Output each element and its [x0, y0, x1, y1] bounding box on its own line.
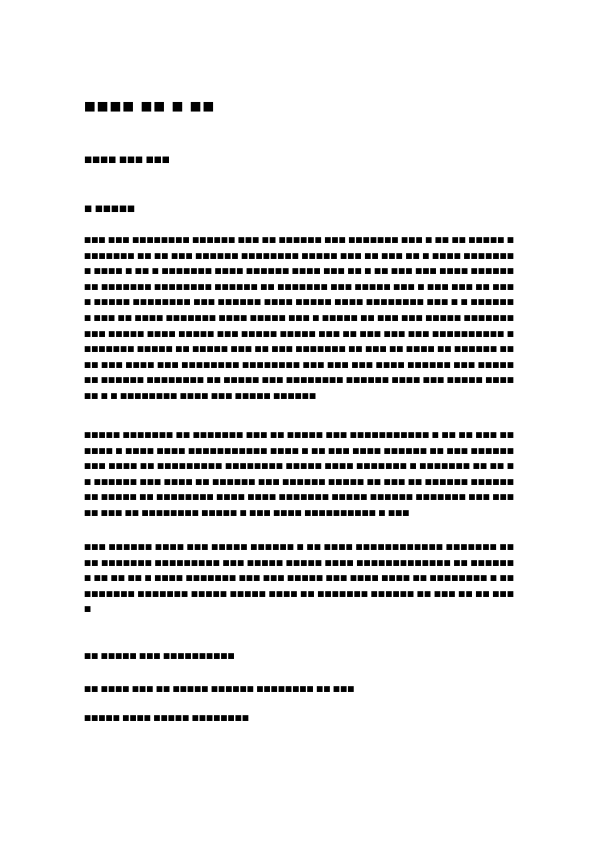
- section-heading: ■ ■■■■■: [84, 204, 135, 214]
- reference-line: ■■ ■■■■■ ■■■ ■■■■■■■■■■: [84, 651, 235, 660]
- body-paragraph: ■■■■■ ■■■■■■■ ■■ ■■■■■■■ ■■■ ■■ ■■■■■ ■■■ ■■■■■■■■■■■ ■ ■■ ■■ ■■■ ■■■■■■ ■ ■■■■ ■■■■ ■■■■■■■■■■■ ■■■■ ■ ■■ ■■■ ■■■■ ■■■■■■ ■■ ■■■ ■■■■■■ ■■■ ■■■■ ■■ ■■■■■■■■■ ■■■■■■■■ ■■■■■ ■■■■ ■■■■■■■ ■ ■■■■■■■ ■■ ■■ ■■ ■■■■■■ ■■■ ■■■■ ■■ ■■■■■■ ■■■ ■■■■■■ ■■■■■ ■■ ■■■ ■■ ■■■■■■ ■■■■■■ ■■ ■■■■■ ■■ ■■■■■■■■ ■■■■ ■■■■ ■■■■■■■ ■■■■■ ■■■■■■ ■■■■■■■ ■■■ ■■■■■ ■■■ ■■ ■■■■■■■■ ■■■■■ ■ ■■■ ■■■■ ■■■■■■■■■■ ■ ■■■: [84, 430, 514, 517]
- reference-line: ■■■■■ ■■■■ ■■■■■ ■■■■■■■■: [84, 713, 250, 722]
- reference-line: ■■ ■■■■ ■■■ ■■ ■■■■■ ■■■■■■ ■■■■■■■■ ■■ ■■■: [84, 684, 355, 693]
- document-title: ■■■■ ■■ ■ ■■: [84, 98, 216, 113]
- body-paragraph: ■■■ ■■■■■■ ■■■■ ■■■ ■■■■■ ■■■■■■ ■ ■■ ■■■■ ■■■■■■■■■■■■ ■■■■■■■ ■■ ■■ ■■■■■■■ ■■■■■■■■■ ■■■ ■■■■■ ■■■■■ ■■■■ ■■■■■■■■■■■■■ ■■ ■■■■■■■ ■■ ■■ ■■ ■ ■■■■ ■■■■■■■ ■■■ ■■■ ■■■■■ ■■■ ■■■■ ■■■■ ■■ ■■■■■■■■ ■ ■■■■■■■■■ ■■■■■■■ ■■■■■ ■■■■■ ■■■■ ■■ ■■■■■■■ ■■■■■■ ■■ ■■■ ■■ ■■ ■■■■: [84, 542, 514, 614]
- body-paragraph: ■■■ ■■■ ■■■■■■■■ ■■■■■■ ■■■ ■■ ■■■■■■ ■■■ ■■■■■■■ ■■■ ■ ■■ ■■ ■■■■■ ■■■■■■■■ ■■ ■■ ■■■ ■■■■■■ ■■■■■■■■ ■■■■■ ■■■ ■■ ■■■ ■■ ■ ■■■■ ■■■■■■■ ■ ■■■■ ■ ■■ ■ ■■■■■■■ ■■■■ ■■■■■■ ■■■■ ■■■ ■■ ■ ■■ ■■■ ■■■ ■■■■ ■■■■■■■■ ■■■■■■■ ■■■■■■■■ ■■■■■■ ■■ ■■■■■■■ ■■■ ■■■■■ ■■■ ■ ■■■ ■■■ ■■ ■■■■ ■■■■■ ■■■■■■■■ ■■■ ■■■■■■ ■■■■ ■■■■■ ■■■■ ■■■■■■■■ ■■■ ■ ■ ■■■■■■■ ■■■ ■■ ■■■■ ■■■■■■■ ■■■■ ■■■■■ ■■■ ■ ■■■■■ ■■ ■■■ ■■■ ■■■■■ ■■■■■■■■■■ ■■■■■ ■■■■ ■■■■■ ■■■ ■■■■■ ■■■■■ ■■■ ■■ ■■■ ■■■ ■■■ ■■■■■■■■■■ ■■■■■■■■ ■■■■■ ■■ ■■■■■ ■■■ ■■ ■■■ ■■■■■■■ ■■ ■■■ ■■ ■■■■ ■■ ■■■■■■ ■■■■ ■■■ ■■■■ ■■■ ■■■■■■■■ ■■■■■■■■ ■■■ ■■■ ■■■ ■■■■ ■■■■■■ ■■■ ■■■■■ ■■ ■■■■■■ ■■■■■■■■ ■■ ■■■■■ ■■■ ■■■■■■■■ ■■■■■■ ■■■■ ■■■ ■■■■■ ■■■■■■ ■ ■ ■■■■■■■■ ■■■■ ■■■ ■■■■■ ■■■■■■: [84, 235, 514, 400]
- document-subtitle: ■■■■ ■■■ ■■■: [84, 155, 170, 165]
